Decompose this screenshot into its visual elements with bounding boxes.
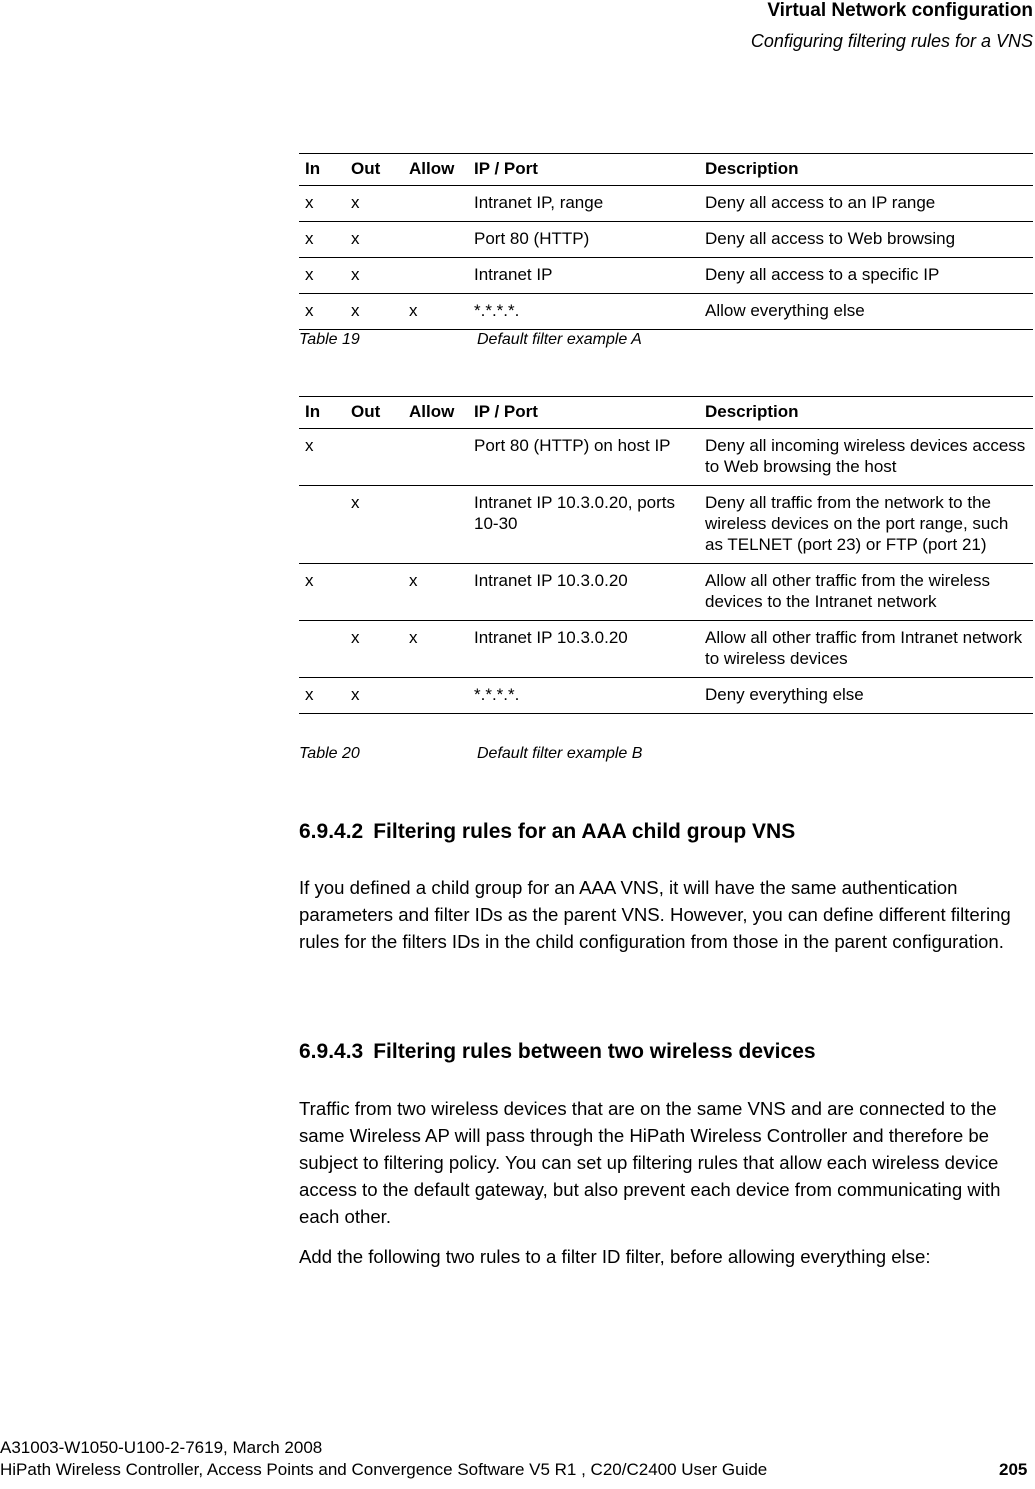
table-header-row bbox=[299, 154, 1033, 186]
cell-allow bbox=[403, 186, 468, 222]
cell-allow bbox=[403, 429, 468, 486]
cell-allow: x bbox=[403, 621, 468, 678]
cell-ip-port: Intranet IP 10.3.0.20, ports 10-30 bbox=[468, 486, 699, 564]
cell-description: Deny all incoming wireless devices access to Web browsing the host bbox=[699, 429, 1033, 486]
section-number: 6.9.4.3 bbox=[299, 1040, 364, 1063]
col-header-out: Out bbox=[345, 397, 403, 429]
cell-ip-port: Intranet IP, range bbox=[468, 186, 699, 222]
section-number: 6.9.4.2 bbox=[299, 820, 364, 843]
cell-out: x bbox=[345, 621, 403, 678]
cell-description: Deny everything else bbox=[699, 678, 1033, 714]
section-6942-body: If you defined a child group for an AAA VNS, it will have the same authentication parameters and filter IDs as the parent VNS. However, you can define different filtering rules for the filters IDs in the child configuration from those in the parent configuration. bbox=[299, 877, 1011, 952]
cell-in: x bbox=[299, 429, 345, 486]
col-header-allow: Allow bbox=[403, 154, 468, 186]
section-heading-6943 bbox=[299, 1040, 816, 1064]
col-header-out: Out bbox=[345, 154, 403, 186]
cell-ip-port: *.*.*.*. bbox=[468, 678, 699, 714]
cell-out: x bbox=[345, 678, 403, 714]
cell-ip-port: Intranet IP 10.3.0.20 bbox=[468, 564, 699, 621]
table-row bbox=[299, 222, 1033, 258]
running-header-title: Virtual Network configuration bbox=[767, 0, 1033, 21]
table-row bbox=[299, 678, 1033, 714]
cell-ip-port: Port 80 (HTTP) on host IP bbox=[468, 429, 699, 486]
col-header-allow: Allow bbox=[403, 397, 468, 429]
cell-in: x bbox=[299, 678, 345, 714]
section-6943-body-2: Add the following two rules to a filter ID filter, before allowing everything else: bbox=[299, 1246, 931, 1267]
cell-description: Deny all access to an IP range bbox=[699, 186, 1033, 222]
cell-description: Deny all access to a specific IP bbox=[699, 258, 1033, 294]
caption-text: Default filter example B bbox=[477, 745, 643, 762]
cell-allow bbox=[403, 486, 468, 564]
cell-description: Deny all traffic from the network to the wireless devices on the port range, such as TELNET (port 23) or FTP (port 21) bbox=[699, 486, 1033, 564]
cell-in: x bbox=[299, 564, 345, 621]
cell-in: x bbox=[299, 222, 345, 258]
section-6943-body-1: Traffic from two wireless devices that are on the same VNS and are connected to the same Wireless AP will pass through the HiPath Wireless Controller and therefore be subject to filtering policy. You can set up filtering rules that allow each wireless device access to the default gateway, but also prevent each device from communicating with each other. bbox=[299, 1098, 1001, 1227]
cell-in: x bbox=[299, 186, 345, 222]
caption-number: Table 19 bbox=[299, 331, 360, 348]
cell-allow: x bbox=[403, 564, 468, 621]
cell-in bbox=[299, 621, 345, 678]
col-header-description: Description bbox=[699, 397, 1033, 429]
table-row bbox=[299, 486, 1033, 564]
running-header-subtitle: Configuring filtering rules for a VNS bbox=[750, 31, 1033, 51]
cell-out: x bbox=[345, 222, 403, 258]
col-header-ip-port: IP / Port bbox=[468, 154, 699, 186]
cell-description: Deny all access to Web browsing bbox=[699, 222, 1033, 258]
cell-out: x bbox=[345, 486, 403, 564]
col-header-in: In bbox=[299, 154, 345, 186]
cell-out: x bbox=[345, 186, 403, 222]
table-header-row bbox=[299, 397, 1033, 429]
cell-allow: x bbox=[403, 294, 468, 330]
section-heading-6942 bbox=[299, 820, 795, 844]
col-header-ip-port: IP / Port bbox=[468, 397, 699, 429]
table-row bbox=[299, 564, 1033, 621]
caption-text: Default filter example A bbox=[477, 331, 642, 348]
cell-in bbox=[299, 486, 345, 564]
cell-in: x bbox=[299, 294, 345, 330]
col-header-in: In bbox=[299, 397, 345, 429]
table-row bbox=[299, 186, 1033, 222]
cell-in: x bbox=[299, 258, 345, 294]
cell-description: Allow everything else bbox=[699, 294, 1033, 330]
table-20-caption bbox=[299, 745, 643, 763]
cell-out bbox=[345, 429, 403, 486]
cell-out: x bbox=[345, 258, 403, 294]
cell-description: Allow all other traffic from Intranet network to wireless devices bbox=[699, 621, 1033, 678]
table-row bbox=[299, 429, 1033, 486]
footer-doc-id: A31003-W1050-U100-2-7619, March 2008 bbox=[0, 1438, 323, 1457]
cell-out: x bbox=[345, 294, 403, 330]
footer-page-number: 205 bbox=[999, 1460, 1028, 1479]
cell-ip-port: Port 80 (HTTP) bbox=[468, 222, 699, 258]
table-19-caption bbox=[299, 331, 642, 349]
section-title: Filtering rules between two wireless devices bbox=[373, 1040, 816, 1063]
table-row bbox=[299, 258, 1033, 294]
table-20 bbox=[299, 396, 1033, 714]
cell-allow bbox=[403, 678, 468, 714]
table-row bbox=[299, 621, 1033, 678]
cell-out bbox=[345, 564, 403, 621]
caption-number: Table 20 bbox=[299, 745, 360, 762]
cell-allow bbox=[403, 222, 468, 258]
col-header-description: Description bbox=[699, 154, 1033, 186]
cell-description: Allow all other traffic from the wireless devices to the Intranet network bbox=[699, 564, 1033, 621]
footer-product: HiPath Wireless Controller, Access Points and Convergence Software V5 R1 , C20/C2400 User Guide bbox=[0, 1460, 768, 1479]
table-19 bbox=[299, 153, 1033, 330]
cell-ip-port: Intranet IP bbox=[468, 258, 699, 294]
cell-ip-port: Intranet IP 10.3.0.20 bbox=[468, 621, 699, 678]
cell-ip-port: *.*.*.*. bbox=[468, 294, 699, 330]
section-title: Filtering rules for an AAA child group VNS bbox=[373, 820, 796, 843]
table-row bbox=[299, 294, 1033, 330]
cell-allow bbox=[403, 258, 468, 294]
